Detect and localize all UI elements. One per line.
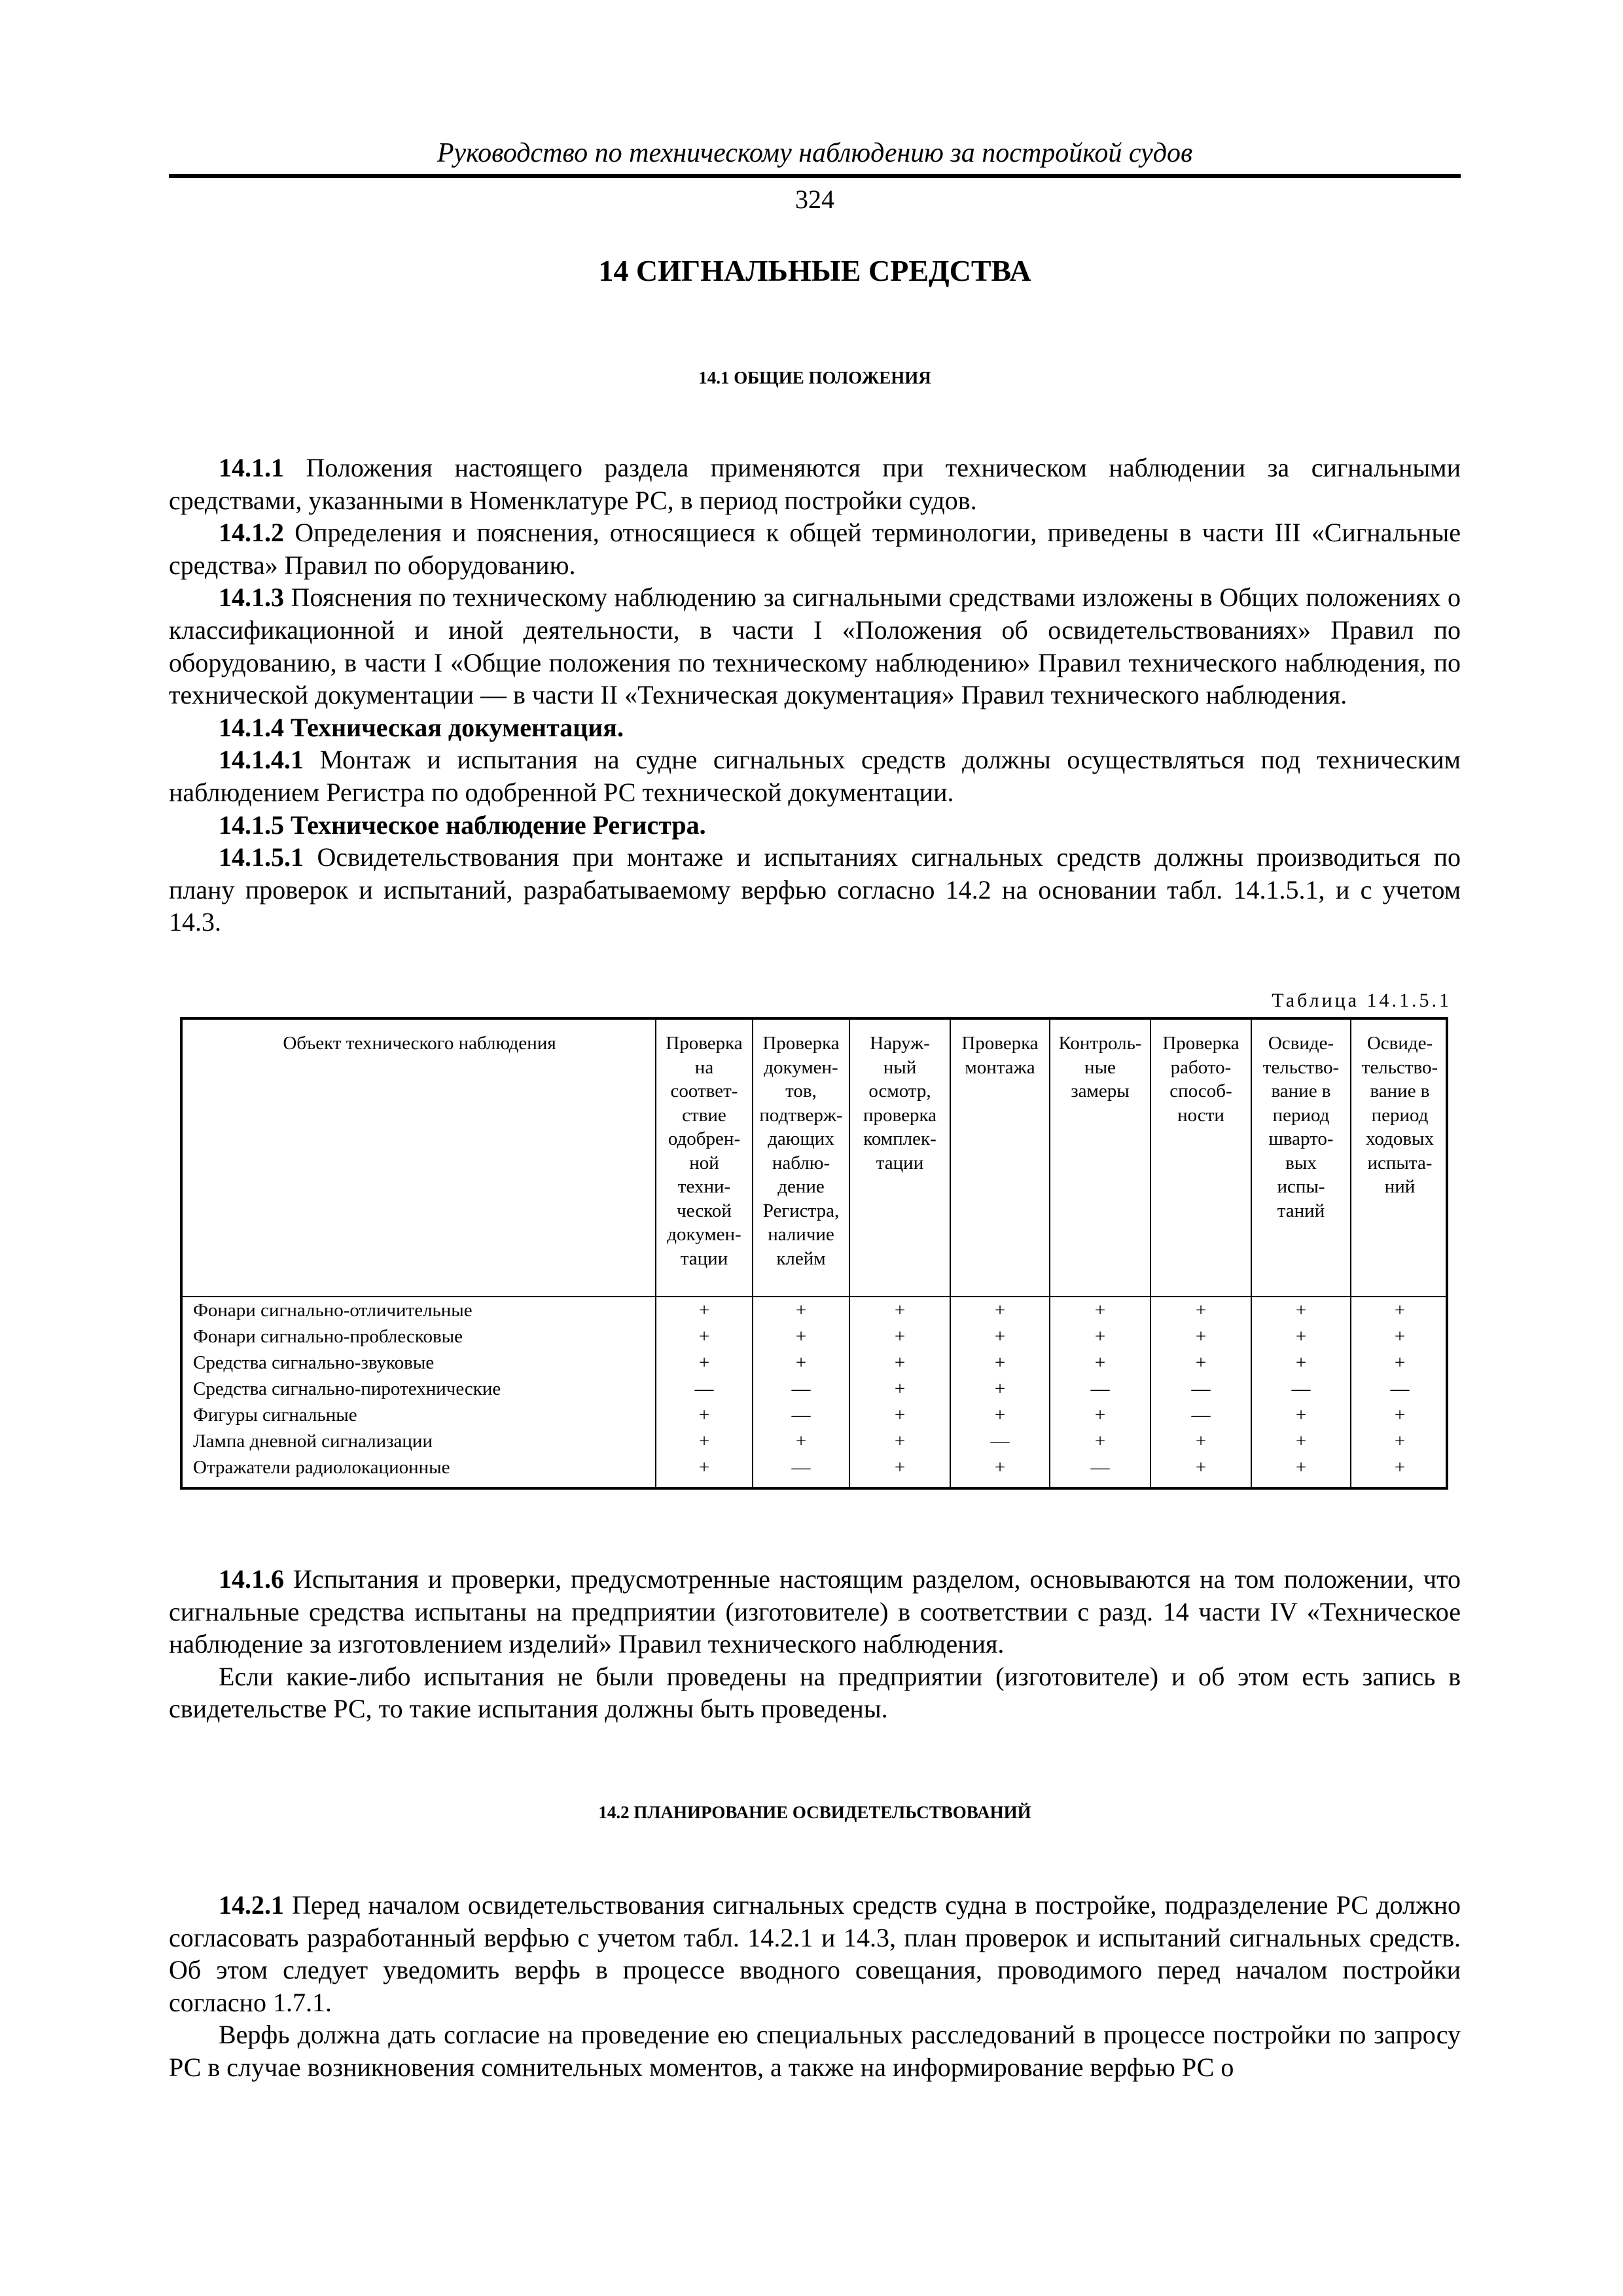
table-cell: + <box>795 1326 807 1347</box>
paragraph-14-1-3 <box>169 581 1461 711</box>
paragraph-text: Определения и пояснения, относящиеся к общей терминологии, приведены в части III «Сигнальные средства» Правил по оборудованию. <box>169 518 1461 580</box>
table-cell: + <box>994 1352 1006 1373</box>
column-header-line: Проверка <box>1162 1033 1240 1054</box>
paragraph-14-1-6 <box>169 1563 1461 1660</box>
paragraph-number: 14.1.5.1 <box>219 842 304 872</box>
column-header-line: Освиде- <box>1268 1033 1334 1054</box>
table-cell: — <box>1191 1378 1211 1399</box>
column-header-line: тельство- <box>1262 1056 1340 1078</box>
table-cell: + <box>795 1431 807 1452</box>
column-header-7 <box>1252 1031 1350 1223</box>
column-header-line: тов, <box>785 1081 817 1102</box>
table-cell: + <box>795 1300 807 1321</box>
paragraph-14-2-1 <box>169 1889 1461 2018</box>
table-cell: + <box>1295 1300 1307 1321</box>
column-header-2 <box>753 1031 849 1270</box>
row-label: Лампа дневной сигнализации <box>193 1431 433 1452</box>
page-number: 324 <box>795 185 834 214</box>
table-cell: + <box>894 1378 906 1399</box>
table-cell: + <box>698 1300 710 1321</box>
paragraph-text: Перед началом освидетельствования сигнальных средств судна в постройке, подразделение РС должно согласовать разработанный верфью с учетом табл. 14.2.1 и 14.3, план проверок и испытаний сигнальных средств. Об этом следует уведомить верфь в процессе вводного совещания, проводимого перед началом постройки согласно 1.7.1. <box>169 1890 1461 2017</box>
table-cell: + <box>1094 1300 1106 1321</box>
column-header-line: монтажа <box>965 1056 1035 1078</box>
chapter-title: 14 СИГНАЛЬНЫЕ СРЕДСТВА <box>598 254 1031 287</box>
section-title-14-2: 14.2 ПЛАНИРОВАНИЕ ОСВИДЕТЕЛЬСТВОВАНИЙ <box>598 1803 1031 1822</box>
table-row <box>183 1454 1446 1480</box>
table-cell: + <box>1295 1457 1307 1478</box>
column-header-line: ные <box>1084 1056 1116 1078</box>
table-cell: + <box>894 1457 906 1478</box>
column-header-line: подтверж- <box>759 1104 843 1126</box>
column-header-line: тации <box>876 1152 924 1174</box>
column-header-line: вых <box>1285 1152 1317 1174</box>
column-header-line: осмотр, <box>868 1081 931 1102</box>
column-header-line: способ- <box>1169 1081 1232 1102</box>
column-header-1 <box>656 1031 752 1270</box>
paragraph-heading: 14.1.5 Техническое наблюдение Регистра. <box>219 810 706 840</box>
column-header-3 <box>850 1031 950 1175</box>
paragraph-14-1-4-1 <box>169 744 1461 808</box>
column-header-line: вание в <box>1271 1081 1331 1102</box>
column-header-line: одобрен- <box>668 1128 741 1149</box>
column-header-line: работо- <box>1170 1056 1232 1078</box>
table-cell: — <box>791 1457 811 1478</box>
column-header-line: докумен- <box>764 1056 838 1078</box>
column-header-line: ный <box>883 1056 917 1078</box>
paragraph-number: 14.1.6 <box>219 1564 284 1594</box>
table-cell: + <box>994 1378 1006 1399</box>
paragraph-number: 14.1.3 <box>219 583 284 613</box>
table-cell: + <box>1394 1431 1406 1452</box>
column-header-8 <box>1351 1031 1448 1199</box>
column-header-line: таний <box>1277 1200 1325 1221</box>
table-cell: — <box>791 1405 811 1426</box>
table-row <box>183 1376 1446 1402</box>
table-row <box>183 1323 1446 1350</box>
table-cell: + <box>795 1352 807 1373</box>
table-cell: + <box>698 1405 710 1426</box>
column-header-line: проверка <box>863 1104 936 1126</box>
paragraph-heading: 14.1.4 Техническая документация. <box>219 712 624 742</box>
table-cell: + <box>698 1326 710 1347</box>
column-header-line: ности <box>1177 1104 1224 1126</box>
column-header-line: ной <box>689 1152 719 1174</box>
table-cell: + <box>1195 1431 1207 1452</box>
row-label: Средства сигнально-пиротехнические <box>193 1378 501 1399</box>
column-header-line: Освиде- <box>1366 1033 1433 1054</box>
paragraph-14-1-5 <box>169 809 1461 842</box>
table-row <box>183 1350 1446 1376</box>
column-header-line: ствие <box>682 1104 726 1126</box>
column-header-line: Регистра, <box>762 1200 840 1221</box>
section-14-2-body <box>169 1889 1461 2084</box>
table-cell: + <box>698 1431 710 1452</box>
table-cell: + <box>1394 1352 1406 1373</box>
table-cell: — <box>990 1431 1010 1452</box>
paragraph-number: 14.1.2 <box>219 518 284 548</box>
table-cell: + <box>1394 1457 1406 1478</box>
column-header-line: вание в <box>1370 1081 1430 1102</box>
column-header-line: испыта- <box>1367 1152 1433 1174</box>
section-14-1-body <box>169 452 1461 939</box>
section-title-14-1: 14.1 ОБЩИЕ ПОЛОЖЕНИЯ <box>698 368 931 387</box>
column-header-line: замеры <box>1071 1081 1130 1102</box>
running-header: Руководство по техническому наблюдению за постройкой судов <box>437 138 1193 168</box>
column-header-line: на <box>694 1056 714 1078</box>
column-header-line: наличие <box>768 1224 834 1245</box>
row-label: Фонари сигнально-проблесковые <box>193 1326 463 1347</box>
table-cell: + <box>1295 1352 1307 1373</box>
table-cell: + <box>1094 1352 1106 1373</box>
column-header-6 <box>1151 1031 1251 1127</box>
paragraph-text: Верфь должна дать согласие на проведение ею специальных расследований в процессе постройки по запросу РС в случае возникновения сомнительных моментов, а также на информирование верфью РС о <box>169 2020 1461 2082</box>
table-cell: + <box>1195 1457 1207 1478</box>
table-cell: — <box>1191 1405 1211 1426</box>
after-table-body <box>169 1563 1461 1725</box>
table-cell: + <box>994 1326 1006 1347</box>
table-row <box>183 1297 1446 1323</box>
table-cell: + <box>894 1352 906 1373</box>
table-cell: + <box>1094 1326 1106 1347</box>
paragraph-14-1-1 <box>169 452 1461 516</box>
table-cell: + <box>994 1457 1006 1478</box>
column-header-line: Проверка <box>666 1033 743 1054</box>
paragraph-number: 14.1.4.1 <box>219 745 304 775</box>
column-header-line: техни- <box>677 1176 731 1197</box>
column-header-line: соответ- <box>670 1081 738 1102</box>
table-cell: + <box>894 1405 906 1426</box>
column-header-5 <box>1050 1031 1150 1103</box>
column-header-line: испы- <box>1277 1176 1325 1197</box>
paragraph-text: Испытания и проверки, предусмотренные настоящим разделом, основываются на том положении, что сигнальные средства испытаны на предприятии (изготовителе) в соответствии с разд. 14 части IV «Техническое наблюдение за изготовлением изделий» Правил технического наблюдения. <box>169 1564 1461 1659</box>
paragraph-number: 14.2.1 <box>219 1890 284 1920</box>
table-cell: — <box>1291 1378 1311 1399</box>
column-header-line: Контроль- <box>1058 1033 1142 1054</box>
row-label: Фонари сигнально-отличительные <box>193 1300 473 1321</box>
table-cell: — <box>1390 1378 1410 1399</box>
paragraph-text: Если какие-либо испытания не были проведены на предприятии (изготовителе) и об этом есть запись в свидетельстве РС, то такие испытания должны быть проведены. <box>169 1661 1461 1724</box>
table-cell: — <box>1090 1378 1110 1399</box>
column-header-line: Наруж- <box>870 1033 930 1054</box>
table-cell: — <box>694 1378 714 1399</box>
table-cell: + <box>894 1326 906 1347</box>
paragraph-14-1-5-1 <box>169 841 1461 939</box>
table-cell: + <box>1394 1326 1406 1347</box>
column-header-line: Проверка <box>762 1033 840 1054</box>
column-header-4 <box>951 1031 1049 1079</box>
paragraph-14-1-6-continued <box>169 1660 1461 1725</box>
table-cell: + <box>698 1352 710 1373</box>
column-header-line: Проверка <box>961 1033 1039 1054</box>
column-header-line: ний <box>1384 1176 1416 1197</box>
column-header-line: клейм <box>776 1247 826 1269</box>
column-header-line: ходовых <box>1366 1128 1434 1149</box>
column-header-line: период <box>1272 1104 1330 1126</box>
column-header-line: дающих <box>768 1128 834 1149</box>
table-cell: + <box>1394 1405 1406 1426</box>
object-column-header: Объект технического наблюдения <box>283 1033 556 1054</box>
table-cell: — <box>1090 1457 1110 1478</box>
table-cell: + <box>1295 1405 1307 1426</box>
table-cell: + <box>698 1457 710 1478</box>
row-label: Средства сигнально-звуковые <box>193 1352 435 1373</box>
column-header-line: наблю- <box>772 1152 830 1174</box>
column-header-line: докумен- <box>667 1224 741 1245</box>
table-cell: + <box>1195 1326 1207 1347</box>
table-cell: + <box>1394 1300 1406 1321</box>
column-header-line: комплек- <box>863 1128 936 1149</box>
table-cell: + <box>1295 1326 1307 1347</box>
table-row <box>183 1402 1446 1428</box>
paragraph-number: 14.1.1 <box>219 453 284 482</box>
table-cell: + <box>994 1405 1006 1426</box>
table-cell: — <box>791 1378 811 1399</box>
column-header-line: дение <box>777 1176 825 1197</box>
paragraph-14-1-4 <box>169 711 1461 744</box>
paragraph-text: Положения настоящего раздела применяются при техническом наблюдении за сигнальными средствами, указанными в Номенклатуре РС, в период постройки судов. <box>169 453 1461 515</box>
column-header-line: ческой <box>677 1200 732 1221</box>
paragraph-14-2-1-continued <box>169 2018 1461 2083</box>
column-header-line: тельство- <box>1361 1056 1438 1078</box>
table-cell: + <box>1295 1431 1307 1452</box>
column-header-line: период <box>1371 1104 1429 1126</box>
inspection-table <box>180 1017 1448 1490</box>
table-caption: Таблица 14.1.5.1 <box>1272 990 1452 1011</box>
table-cell: + <box>894 1300 906 1321</box>
table-cell: + <box>894 1431 906 1452</box>
paragraph-14-1-2 <box>169 516 1461 581</box>
table-cell: + <box>1094 1431 1106 1452</box>
paragraph-text: Пояснения по техническому наблюдению за сигнальными средствами изложены в Общих положениях о классификационной и иной деятельности, в части I «Положения об освидетельствованиях» Правил по оборудованию, в части I «Общие положения по техническому наблюдению» Правил технического наблюдения, по технической документации — в части II «Техническая документация» Правил технического наблюдения. <box>169 583 1461 710</box>
column-header-line: шварто- <box>1268 1128 1334 1149</box>
paragraph-text: Монтаж и испытания на судне сигнальных средств должны осуществляться под техническим наблюдением Регистра по одобренной РС технической документации. <box>169 745 1461 807</box>
table-cell: + <box>994 1300 1006 1321</box>
table-cell: + <box>1195 1300 1207 1321</box>
column-header-line: тации <box>680 1247 728 1269</box>
header-rule <box>169 174 1461 178</box>
table-cell: + <box>1094 1405 1106 1426</box>
paragraph-text: Освидетельствования при монтаже и испытаниях сигнальных средств должны производиться по плану проверок и испытаний, разрабатываемому верфью согласно 14.2 на основании табл. 14.1.5.1, и с учетом 14.3. <box>169 842 1461 937</box>
table-row <box>183 1428 1446 1454</box>
table-cell: + <box>1195 1352 1207 1373</box>
row-label: Фигуры сигнальные <box>193 1405 357 1426</box>
row-label: Отражатели радиолокационные <box>193 1457 450 1478</box>
